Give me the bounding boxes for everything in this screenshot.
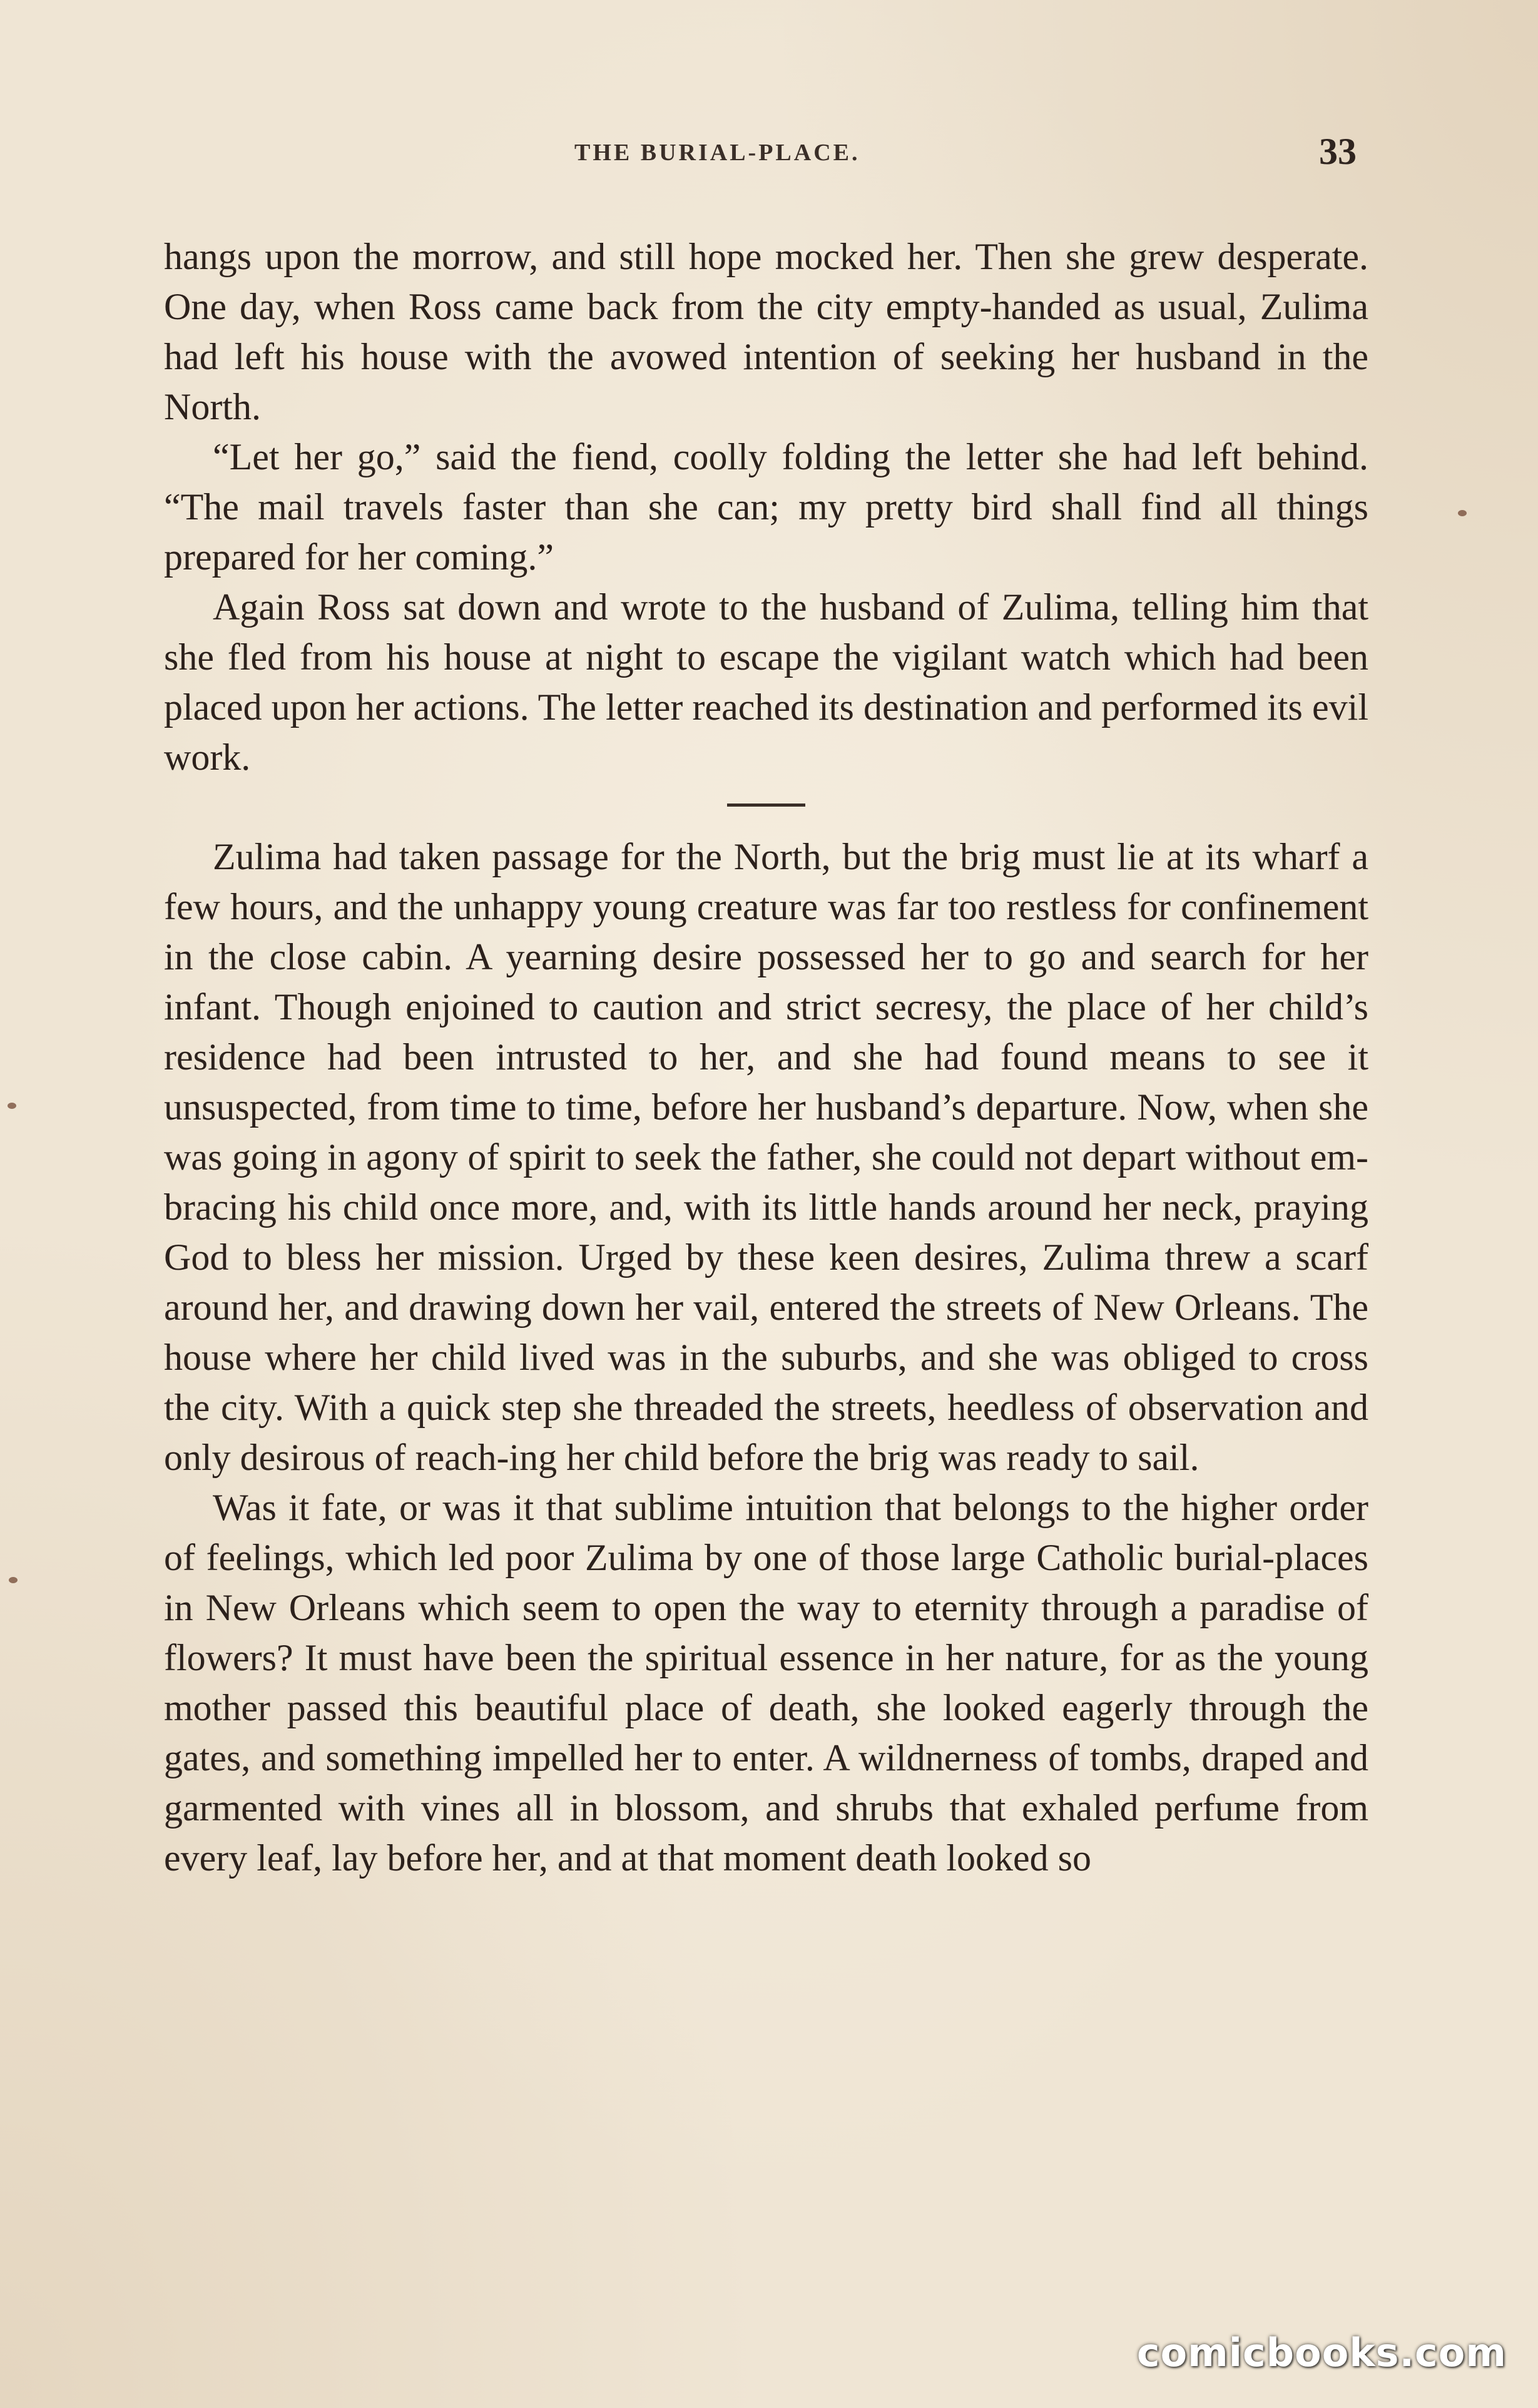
paragraph: hangs upon the morrow, and still hope mocked her. Then she grew desperate. One day, when Ross came back from the city empty-handed as usual, Zulima had left his house with the avowed intention of seeking her husband in the North. <box>164 236 1368 427</box>
page-number: 33 <box>1319 131 1357 172</box>
paragraph: Again Ross sat down and wrote to the husband of Zulima, telling him that she fled from his house at night to escape the vigilant watch which had been placed upon her actions. The letter reached its destination and performed its evil work. <box>164 586 1368 778</box>
paragraph: Was it fate, or was it that sublime intuition that belongs to the higher order of feelings, which led poor Zulima by one of those large Catholic burial-places in New Orleans which seem to open the way to eternity through a paradise of flowers? It must have been the spiritual essence in her nature, for as the young mother passed this beautiful place of death, she looked eagerly through the gates, and something impelled her to enter. A wildnerness of tombs, draped and garmented with vines all in blossom, and shrubs that exhaled perfume from every leaf, lay before her, and at that moment death looked so <box>164 1487 1368 1879</box>
body-text <box>164 232 1368 1883</box>
section-divider <box>727 804 805 807</box>
paper-fleck <box>1458 510 1467 516</box>
paragraph: Zulima had taken passage for the North, but the brig must lie at its wharf a few hours, and the unhappy young creature was far too restless for confinement in the close cabin. A yearning desire possessed her to go and search for her infant. Though enjoined to caution and strict secresy, the place of her child’s residence had been intrusted to her, and she had found means to see it unsuspected, from time to time, before her husband’s departure. Now, when she was going in agony of spirit to seek the father, she could not depart without em-bracing his child once more, and, with its little hands around her neck, praying God to bless her mission. Urged by these keen desires, Zulima threw a scarf around her, and drawing down her vail, entered the streets of New Orleans. The house where her child lived was in the suburbs, and she was obliged to cross the city. With a quick step she threaded the streets, heedless of observation and only desirous of reach-ing her child before the brig was ready to sail. <box>164 836 1368 1478</box>
paper-fleck <box>9 1577 18 1583</box>
paper-fleck <box>8 1103 16 1109</box>
paragraph: “Let her go,” said the fiend, coolly folding the letter she had left behind. “The mail travels faster than she can; my pretty bird shall find all things prepared for her coming.” <box>164 436 1368 578</box>
running-head: THE BURIAL-PLACE. <box>574 140 860 166</box>
watermark-logo: comicbooks.com <box>1136 2330 1507 2375</box>
